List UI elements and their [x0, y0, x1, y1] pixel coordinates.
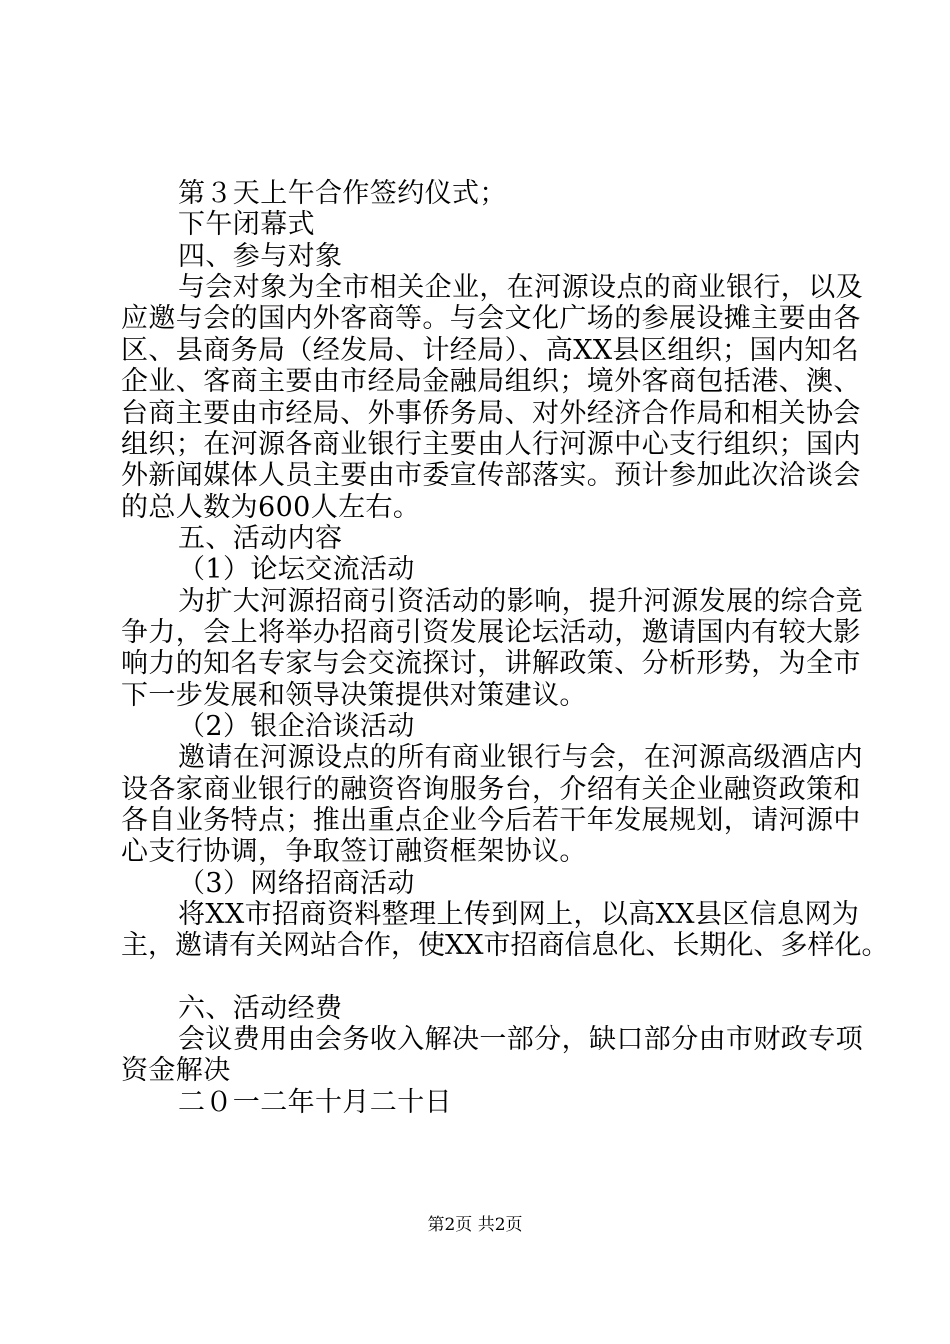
paragraph-line: 为扩大河源招商引资活动的影响，提升河源发展的综合竞 — [178, 586, 863, 617]
paragraph-line: 将XX市招商资料整理上传到网上，以高XX县区信息网为 — [178, 899, 860, 930]
paragraph-line: 的总人数为600人左右。 — [121, 492, 421, 523]
paragraph-line: 响力的知名专家与会交流探讨，讲解政策、分析形势，为全市 — [121, 648, 861, 679]
paragraph-line: 邀请在河源设点的所有商业银行与会，在河源高级酒店内 — [178, 742, 863, 773]
paragraph-line: 各自业务特点；推出重点企业今后若干年发展规划，请河源中 — [121, 805, 861, 836]
paragraph-line: 外新闻媒体人员主要由市委宣传部落实。预计参加此次洽谈会 — [121, 460, 861, 491]
paragraph-line: 应邀与会的国内外客商等。与会文化广场的参展设摊主要由各 — [121, 303, 861, 334]
subsection-heading: （1）论坛交流活动 — [178, 554, 415, 585]
paragraph-line: 主，邀请有关网站合作，使XX市招商信息化、长期化、多样化。 — [121, 930, 889, 961]
paragraph-line: 企业、客商主要由市经局金融局组织；境外客商包括港、澳、 — [121, 366, 861, 397]
page-number-footer: 第2页 共2页 — [427, 1215, 523, 1235]
text-line: 第３天上午合作签约仪式； — [178, 178, 507, 209]
section-heading: 六、活动经费 — [178, 993, 343, 1024]
paragraph-line: 争力，会上将举办招商引资发展论坛活动，邀请国内有较大影 — [121, 617, 861, 648]
paragraph-line: 区、县商务局（经发局、计经局）、高XX县区组织；国内知名 — [121, 335, 860, 366]
paragraph-line: 心支行协调，争取签订融资框架协议。 — [121, 836, 587, 867]
section-heading: 四、参与对象 — [178, 241, 343, 272]
text-line: 下午闭幕式 — [178, 209, 315, 240]
paragraph-line: 台商主要由市经局、外事侨务局、对外经济合作局和相关协会 — [121, 398, 861, 429]
section-heading: 五、活动内容 — [178, 523, 343, 554]
paragraph-line: 与会对象为全市相关企业，在河源设点的商业银行，以及 — [178, 272, 863, 303]
paragraph-line: 会议费用由会务收入解决一部分，缺口部分由市财政专项 — [178, 1024, 863, 1055]
paragraph-line: 下一步发展和领导决策提供对策建议。 — [121, 680, 587, 711]
paragraph-line: 设各家商业银行的融资咨询服务台，介绍有关企业融资政策和 — [121, 774, 861, 805]
subsection-heading: （2）银企洽谈活动 — [178, 711, 415, 742]
paragraph-line: 资金解决 — [121, 1055, 231, 1086]
paragraph-line: 组织；在河源各商业银行主要由人行河源中心支行组织；国内 — [121, 429, 861, 460]
subsection-heading: （3）网络招商活动 — [178, 868, 415, 899]
date-line: 二０一二年十月二十日 — [178, 1087, 452, 1118]
